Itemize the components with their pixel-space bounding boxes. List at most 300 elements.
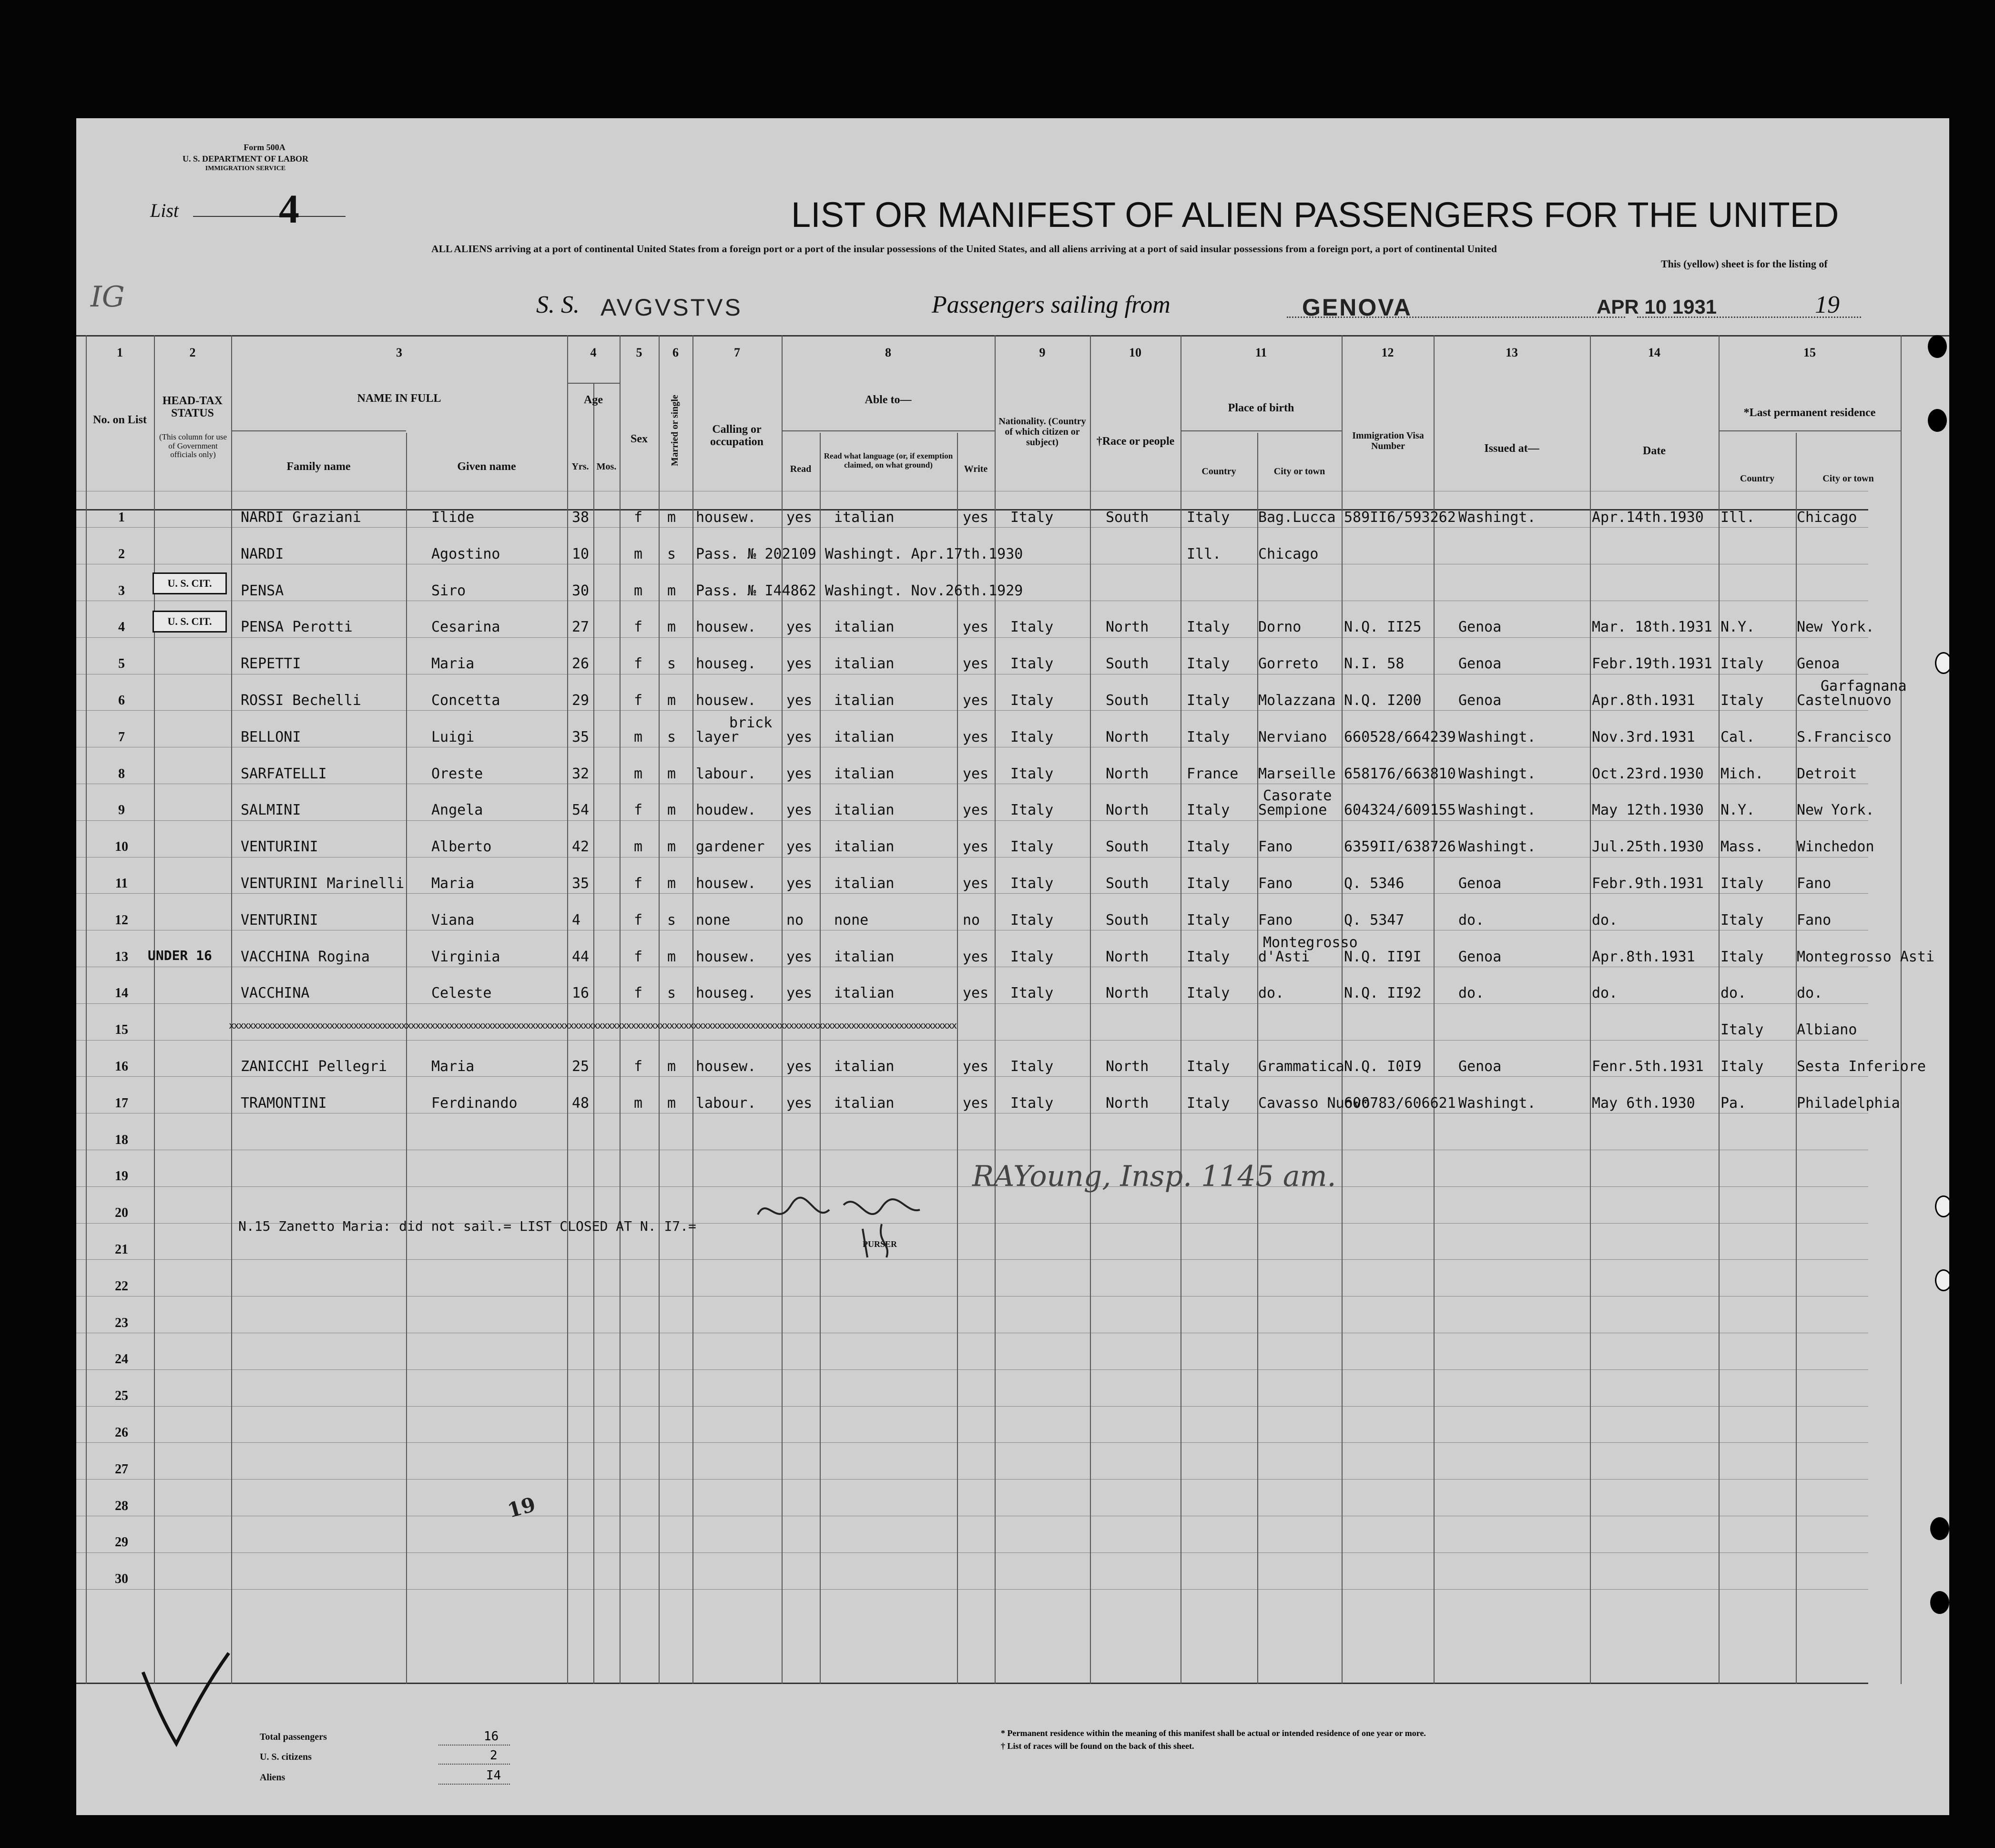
row-number: 4 bbox=[118, 620, 125, 635]
visa-number: N.Q. II9I bbox=[1344, 948, 1422, 965]
occupation: housew. bbox=[696, 1058, 756, 1075]
age: 26 bbox=[572, 655, 590, 673]
row-number: 21 bbox=[115, 1242, 128, 1257]
visa-number: N.Q. I200 bbox=[1344, 692, 1422, 709]
row-line bbox=[76, 1040, 1868, 1041]
family-name: VENTURINI bbox=[241, 911, 318, 929]
residence-country: Italy bbox=[1720, 692, 1764, 709]
visa-date: Febr.9th.1931 bbox=[1592, 875, 1704, 892]
hdr-married: Married or single bbox=[670, 395, 680, 466]
aliens-label: Aliens bbox=[260, 1772, 285, 1783]
family-name: ROSSI Bechelli bbox=[241, 692, 361, 709]
birth-city: Sempione bbox=[1258, 802, 1327, 819]
col-num-11: 11 bbox=[1255, 346, 1267, 359]
given-name: Oreste bbox=[431, 765, 483, 782]
row-line bbox=[76, 1589, 1868, 1590]
occupation: housew. bbox=[696, 948, 756, 965]
birth-country: Italy bbox=[1187, 911, 1230, 929]
hdr-head-tax-note: (This column for use of Government officials only) bbox=[159, 432, 227, 459]
hdr-mos: Mos. bbox=[596, 461, 617, 472]
birth-city: Marseille bbox=[1258, 765, 1336, 782]
sex: m bbox=[634, 765, 643, 782]
row-number: 29 bbox=[115, 1535, 128, 1550]
race: South bbox=[1106, 655, 1149, 673]
nationality: Italy bbox=[1010, 1058, 1054, 1075]
row-number: 30 bbox=[115, 1572, 128, 1587]
port-name: GENOVA bbox=[1302, 294, 1412, 321]
hdr-age: Age bbox=[584, 394, 603, 406]
write: yes bbox=[963, 765, 989, 782]
race: North bbox=[1106, 1094, 1149, 1112]
visa-number: 660528/664239 bbox=[1344, 728, 1456, 745]
birth-city: Fano bbox=[1258, 875, 1293, 892]
birth-country: Italy bbox=[1187, 692, 1230, 709]
read: yes bbox=[786, 838, 813, 856]
given-name: Concetta bbox=[431, 692, 500, 709]
residence-city: Sesta Inferiore bbox=[1797, 1058, 1926, 1075]
birth-city: Molazzana bbox=[1258, 692, 1336, 709]
marital-status: m bbox=[667, 1058, 676, 1075]
occupation: labour. bbox=[696, 1094, 756, 1112]
aliens-rule bbox=[438, 1784, 510, 1785]
nationality: Italy bbox=[1010, 509, 1054, 526]
nationality: Italy bbox=[1010, 948, 1054, 965]
visa-date: Nov.3rd.1931 bbox=[1592, 728, 1695, 745]
residence-country: Mich. bbox=[1720, 765, 1764, 782]
sex: m bbox=[634, 1094, 643, 1112]
residence-country: Pa. bbox=[1720, 1094, 1747, 1112]
given-name: Viana bbox=[431, 911, 475, 929]
residence-city: Albiano bbox=[1797, 1021, 1857, 1039]
write: yes bbox=[963, 692, 989, 709]
margin-mark: IG bbox=[91, 280, 125, 314]
family-name: BELLONI bbox=[241, 728, 301, 745]
marital-status: m bbox=[667, 765, 676, 782]
marital-status: s bbox=[667, 545, 676, 562]
residence-country: Italy bbox=[1720, 1021, 1764, 1039]
visa-date: Apr.14th.1930 bbox=[1592, 509, 1704, 526]
race: South bbox=[1106, 838, 1149, 856]
write: yes bbox=[963, 509, 989, 526]
col-num-12: 12 bbox=[1381, 346, 1394, 359]
row-line bbox=[76, 710, 1868, 711]
age: 35 bbox=[572, 728, 590, 745]
age-subrule bbox=[567, 383, 620, 384]
race: South bbox=[1106, 509, 1149, 526]
residence-country: Italy bbox=[1720, 1058, 1764, 1075]
birth-city-line1: Casorate bbox=[1263, 787, 1332, 805]
table-top-rule bbox=[76, 335, 1949, 337]
write: yes bbox=[963, 619, 989, 636]
age: 4 bbox=[572, 911, 581, 929]
sex: f bbox=[634, 692, 643, 709]
family-name: ZANICCHI Pellegri bbox=[241, 1058, 387, 1075]
family-name: PENSA bbox=[241, 582, 284, 599]
col-num-10: 10 bbox=[1129, 346, 1141, 359]
row-number: 23 bbox=[115, 1315, 128, 1330]
read: yes bbox=[786, 985, 813, 1002]
us-citizens-value: 2 bbox=[490, 1748, 498, 1763]
read: yes bbox=[786, 728, 813, 745]
given-name: Angela bbox=[431, 802, 483, 819]
hdr-visa: Immigration Visa Number bbox=[1352, 430, 1424, 451]
residence-city: Fano bbox=[1797, 911, 1832, 929]
family-name: VACCHINA bbox=[241, 985, 310, 1002]
visa-date: Oct.23rd.1930 bbox=[1592, 765, 1704, 782]
department: U. S. DEPARTMENT OF LABOR bbox=[182, 154, 309, 163]
occupation: labour. bbox=[696, 765, 756, 782]
hdr-head-tax: HEAD-TAX STATUS bbox=[162, 395, 223, 420]
age: 44 bbox=[572, 948, 590, 965]
page-mark: 19 bbox=[505, 1492, 538, 1522]
birth-city-line1: Montegrosso bbox=[1263, 934, 1358, 951]
total-passengers-value: 16 bbox=[484, 1729, 499, 1744]
residence-country: Italy bbox=[1720, 875, 1764, 892]
race: North bbox=[1106, 765, 1149, 782]
marital-status: s bbox=[667, 728, 676, 745]
given-name: Cesarina bbox=[431, 619, 500, 636]
row-line bbox=[76, 857, 1868, 858]
visa-date: Mar. 18th.1931 bbox=[1592, 619, 1712, 636]
sex: m bbox=[634, 545, 643, 562]
family-name: VACCHINA Rogina bbox=[241, 948, 370, 965]
occupation: layer bbox=[696, 728, 739, 745]
list-number: 4 bbox=[279, 186, 299, 232]
birth-city: Chicago bbox=[1258, 545, 1319, 562]
binder-hole bbox=[1930, 1591, 1949, 1614]
form-number: Form 500A bbox=[244, 143, 285, 152]
race: North bbox=[1106, 802, 1149, 819]
issued-at: do. bbox=[1458, 985, 1485, 1002]
col-num-1: 1 bbox=[117, 346, 123, 359]
family-name: VENTURINI bbox=[241, 838, 318, 856]
binder-hole bbox=[1930, 1517, 1949, 1540]
birth-country: Italy bbox=[1187, 655, 1230, 673]
residence-city: Genoa bbox=[1797, 655, 1840, 673]
visa-number: 6359II/638726 bbox=[1344, 838, 1456, 856]
race: South bbox=[1106, 911, 1149, 929]
birth-country: Italy bbox=[1187, 875, 1230, 892]
manifest-subtitle: ALL ALIENS arriving at a port of continental United States from a foreign port or a port of the insular possessions of the United States, and all aliens arriving at a port of said insular possessions from a foreign port, a port of continental United bbox=[431, 243, 1497, 255]
issued-at: Genoa bbox=[1458, 619, 1502, 636]
age: 42 bbox=[572, 838, 590, 856]
marital-status: m bbox=[667, 875, 676, 892]
nationality: Italy bbox=[1010, 802, 1054, 819]
issued-at: Washingt. bbox=[1458, 838, 1536, 856]
visa-date: Febr.19th.1931 bbox=[1592, 655, 1712, 673]
visa-date: May 12th.1930 bbox=[1592, 802, 1704, 819]
sex: f bbox=[634, 509, 643, 526]
residence-city: Chicago bbox=[1797, 509, 1857, 526]
hdr-race: †Race or people bbox=[1096, 435, 1175, 448]
race: North bbox=[1106, 728, 1149, 745]
language: italian bbox=[834, 948, 895, 965]
residence-city: Detroit bbox=[1797, 765, 1857, 782]
marital-status: m bbox=[667, 619, 676, 636]
birth-country: Italy bbox=[1187, 619, 1230, 636]
language: none bbox=[834, 911, 869, 929]
row-number: 16 bbox=[115, 1059, 128, 1074]
family-name: PENSA Perotti bbox=[241, 619, 353, 636]
col-num-8: 8 bbox=[885, 346, 891, 359]
occupation: houseg. bbox=[696, 655, 756, 673]
given-name: Luigi bbox=[431, 728, 475, 745]
residence-country: Italy bbox=[1720, 655, 1764, 673]
visa-date: Fenr.5th.1931 bbox=[1592, 1058, 1704, 1075]
marital-status: m bbox=[667, 509, 676, 526]
col-num-5: 5 bbox=[636, 346, 642, 359]
occupation: housew. bbox=[696, 619, 756, 636]
residence-country: Cal. bbox=[1720, 728, 1755, 745]
race: North bbox=[1106, 985, 1149, 1002]
language: italian bbox=[834, 1094, 895, 1112]
issued-at: Genoa bbox=[1458, 948, 1502, 965]
us-citizens-label: U. S. citizens bbox=[260, 1752, 312, 1762]
row-line bbox=[76, 1003, 1868, 1004]
under-16-stamp: UNDER 16 bbox=[148, 948, 212, 963]
language: italian bbox=[834, 692, 895, 709]
col-num-15: 15 bbox=[1803, 346, 1816, 359]
row-number: 9 bbox=[118, 803, 125, 818]
visa-number: Q. 5346 bbox=[1344, 875, 1405, 892]
occupation: gardener bbox=[696, 838, 765, 856]
residence-city: Philadelphia bbox=[1797, 1094, 1900, 1112]
nationality: Italy bbox=[1010, 1094, 1054, 1112]
birth-country: Ill. bbox=[1187, 545, 1221, 562]
hdr-family-name: Family name bbox=[286, 460, 351, 473]
age: 48 bbox=[572, 1094, 590, 1112]
write: yes bbox=[963, 948, 989, 965]
residence-country: N.Y. bbox=[1720, 619, 1755, 636]
nationality: Italy bbox=[1010, 692, 1054, 709]
row-number: 27 bbox=[115, 1461, 128, 1477]
row-number: 5 bbox=[118, 656, 125, 672]
visa-number: Q. 5347 bbox=[1344, 911, 1405, 929]
language: italian bbox=[834, 802, 895, 819]
hdr-birth-city: City or town bbox=[1273, 466, 1325, 477]
family-name: NARDI bbox=[241, 545, 284, 562]
sex: f bbox=[634, 655, 643, 673]
visa-date: May 6th.1930 bbox=[1592, 1094, 1695, 1112]
visa-date: do. bbox=[1592, 911, 1618, 929]
row-line bbox=[76, 820, 1868, 821]
footnote-races: † List of races will be found on the back of this sheet. bbox=[1001, 1741, 1194, 1751]
sex: f bbox=[634, 985, 643, 1002]
language: italian bbox=[834, 765, 895, 782]
age: 35 bbox=[572, 875, 590, 892]
sex: f bbox=[634, 619, 643, 636]
struck-entry: xxxxxxxxxxxxxxxxxxxxxxxxxxxxxxxxxxxxxxxxxxxxxxxxxxxxxxxxxxxxxxxxxxxxxxxxxxxxxxxxxxxxxxxxxxxxxxxxxxxxxxxxxxxxxxxxxxxxxxxxxxxxxxxxxxxxxxxxxxxxxxxxxxxxxxxx bbox=[229, 1020, 957, 1031]
race: South bbox=[1106, 875, 1149, 892]
age: 32 bbox=[572, 765, 590, 782]
sex: m bbox=[634, 582, 643, 599]
marital-status: m bbox=[667, 1094, 676, 1112]
row-line bbox=[76, 1369, 1868, 1370]
occupation: houseg. bbox=[696, 985, 756, 1002]
birth-country: Italy bbox=[1187, 728, 1230, 745]
given-name: Virginia bbox=[431, 948, 500, 965]
write: yes bbox=[963, 985, 989, 1002]
row-number: 7 bbox=[118, 729, 125, 745]
family-name: TRAMONTINI bbox=[241, 1094, 327, 1112]
row-number: 28 bbox=[115, 1498, 128, 1513]
residence-city: Montegrosso Asti bbox=[1797, 948, 1934, 965]
issued-at: Washingt. bbox=[1458, 765, 1536, 782]
hdr-read-language: Read what language (or, if exemption claimed, on what ground) bbox=[824, 451, 953, 470]
birth-country: Italy bbox=[1187, 838, 1230, 856]
marital-status: m bbox=[667, 802, 676, 819]
residence-city: New York. bbox=[1797, 802, 1874, 819]
row-number: 12 bbox=[115, 912, 128, 928]
row-number: 25 bbox=[115, 1389, 128, 1404]
binder-hole bbox=[1928, 409, 1947, 432]
age: 27 bbox=[572, 619, 590, 636]
row-line bbox=[76, 1076, 1868, 1077]
year-label: 19 bbox=[1815, 291, 1840, 318]
issued-at: Washingt. bbox=[1458, 802, 1536, 819]
write: yes bbox=[963, 655, 989, 673]
race: North bbox=[1106, 619, 1149, 636]
us-cit-stamp: U. S. CIT. bbox=[153, 611, 227, 633]
row-line bbox=[76, 1479, 1868, 1480]
issued-at: Washingt. bbox=[1458, 728, 1536, 745]
hdr-calling: Calling or occupation bbox=[710, 423, 763, 449]
nationality: Italy bbox=[1010, 765, 1054, 782]
visa-date: Jul.25th.1930 bbox=[1592, 838, 1704, 856]
language: italian bbox=[834, 728, 895, 745]
sailing-date: APR 10 1931 bbox=[1597, 296, 1717, 318]
inspector-signature: RAYoung, Insp. 1145 am. bbox=[972, 1160, 1336, 1193]
issued-at: Genoa bbox=[1458, 1058, 1502, 1075]
row-number: 17 bbox=[115, 1095, 128, 1111]
visa-number: 658176/663810 bbox=[1344, 765, 1456, 782]
sex: f bbox=[634, 875, 643, 892]
birth-city: Nerviano bbox=[1258, 728, 1327, 745]
birth-city: do. bbox=[1258, 985, 1284, 1002]
row-number: 20 bbox=[115, 1205, 128, 1221]
family-name: VENTURINI Marinelli bbox=[241, 875, 405, 892]
marital-status: m bbox=[667, 582, 676, 599]
yellow-note: This (yellow) sheet is for the listing of bbox=[1661, 258, 1828, 270]
given-name: Ferdinando bbox=[431, 1094, 518, 1112]
visa-number: N.Q. II92 bbox=[1344, 985, 1422, 1002]
col-num-13: 13 bbox=[1506, 346, 1518, 359]
col-num-2: 2 bbox=[189, 346, 196, 359]
read: yes bbox=[786, 509, 813, 526]
birth-country: Italy bbox=[1187, 985, 1230, 1002]
binder-hole bbox=[1935, 1195, 1949, 1217]
language: italian bbox=[834, 509, 895, 526]
occupation: houdew. bbox=[696, 802, 756, 819]
read: yes bbox=[786, 1094, 813, 1112]
birth-city: Bag.Lucca bbox=[1258, 509, 1336, 526]
row-number: 15 bbox=[115, 1022, 128, 1038]
col-num-9: 9 bbox=[1039, 346, 1046, 359]
read: yes bbox=[786, 1058, 813, 1075]
language: italian bbox=[834, 875, 895, 892]
read: yes bbox=[786, 765, 813, 782]
family-name: SALMINI bbox=[241, 802, 301, 819]
marital-status: m bbox=[667, 838, 676, 856]
hdr-date: Date bbox=[1643, 445, 1666, 457]
birth-city: Cavasso Nuovo bbox=[1258, 1094, 1370, 1112]
write: yes bbox=[963, 875, 989, 892]
given-name: Maria bbox=[431, 655, 475, 673]
age: 30 bbox=[572, 582, 590, 599]
residence-country: Italy bbox=[1720, 911, 1764, 929]
row-number: 8 bbox=[118, 766, 125, 781]
row-number: 1 bbox=[118, 510, 125, 525]
race: North bbox=[1106, 1058, 1149, 1075]
residence-city: Fano bbox=[1797, 875, 1832, 892]
write: no bbox=[963, 911, 980, 929]
row-number: 2 bbox=[118, 546, 125, 562]
residence-city: Castelnuovo bbox=[1797, 692, 1892, 709]
residence-country: do. bbox=[1720, 985, 1747, 1002]
hdr-name-in-full: NAME IN FULL bbox=[357, 392, 441, 405]
citizens-rule bbox=[438, 1764, 510, 1765]
read: yes bbox=[786, 692, 813, 709]
service: IMMIGRATION SERVICE bbox=[205, 165, 286, 172]
given-name: Siro bbox=[431, 582, 466, 599]
read: yes bbox=[786, 948, 813, 965]
nationality: Italy bbox=[1010, 911, 1054, 929]
row-line bbox=[76, 1552, 1868, 1553]
row-number: 26 bbox=[115, 1425, 128, 1440]
residence-city: S.Francisco bbox=[1797, 728, 1892, 745]
nationality: Italy bbox=[1010, 728, 1054, 745]
visa-date: Apr.8th.1931 bbox=[1592, 948, 1695, 965]
occupation: none bbox=[696, 911, 731, 929]
row-number: 13 bbox=[115, 949, 128, 964]
sex: m bbox=[634, 728, 643, 745]
hdr-given-name: Given name bbox=[457, 460, 516, 473]
row-line bbox=[76, 1296, 1868, 1297]
footnote-residence: * Permanent residence within the meaning of this manifest shall be actual or intended residence of one year or more. bbox=[1001, 1728, 1426, 1738]
age: 25 bbox=[572, 1058, 590, 1075]
total-rule bbox=[438, 1745, 510, 1746]
birth-city: Grammatica bbox=[1258, 1058, 1344, 1075]
hdr-sex: Sex bbox=[631, 433, 648, 445]
occupation-line1: brick bbox=[729, 714, 773, 731]
write: yes bbox=[963, 728, 989, 745]
sex: f bbox=[634, 948, 643, 965]
hdr-res-country: Country bbox=[1740, 473, 1775, 484]
birth-city: Gorreto bbox=[1258, 655, 1319, 673]
row-number: 14 bbox=[115, 986, 128, 1001]
race: North bbox=[1106, 948, 1149, 965]
binder-hole bbox=[1928, 335, 1947, 358]
row-number: 24 bbox=[115, 1352, 128, 1367]
hdr-res-city: City or town bbox=[1822, 473, 1874, 484]
occupation: housew. bbox=[696, 509, 756, 526]
nationality: Italy bbox=[1010, 985, 1054, 1002]
birth-country: Italy bbox=[1187, 509, 1230, 526]
given-name: Ilide bbox=[431, 509, 475, 526]
write: yes bbox=[963, 1094, 989, 1112]
aliens-value: I4 bbox=[486, 1768, 501, 1783]
col-num-3: 3 bbox=[396, 346, 402, 359]
marital-status: m bbox=[667, 692, 676, 709]
birth-country: France bbox=[1187, 765, 1239, 782]
binder-hole bbox=[1935, 652, 1949, 674]
residence-country: N.Y. bbox=[1720, 802, 1755, 819]
age: 16 bbox=[572, 985, 590, 1002]
sex: m bbox=[634, 838, 643, 856]
row-line bbox=[76, 1259, 1868, 1260]
read: yes bbox=[786, 875, 813, 892]
col-num-14: 14 bbox=[1648, 346, 1660, 359]
